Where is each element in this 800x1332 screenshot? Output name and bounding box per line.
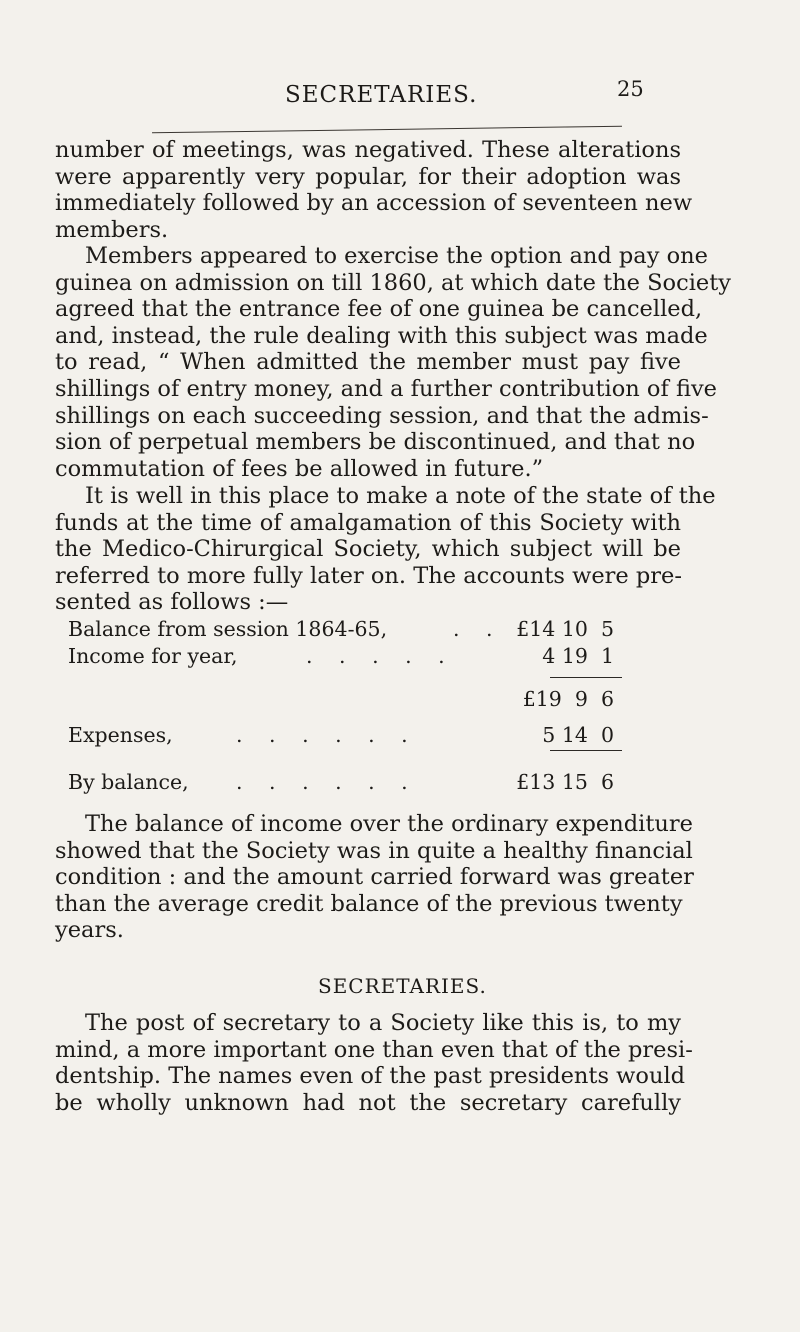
- text-line: mind, a more important one than even that of the presi-: [55, 1036, 693, 1063]
- leader-dots: . .: [453, 617, 503, 641]
- paragraph-3: [55, 483, 716, 616]
- leader-dots: . . . . . .: [236, 723, 418, 747]
- text-line: commutation of fees be allowed in future.”: [55, 455, 544, 482]
- text-line: The balance of income over the ordinary expenditure: [85, 811, 693, 837]
- text-line: and, instead, the rule dealing with this subject was made: [55, 322, 708, 349]
- paragraph-5: [55, 1010, 693, 1116]
- text-line: Members appeared to exercise the option and pay one: [85, 243, 708, 269]
- text-line: be wholly unknown had not the secretary carefully: [55, 1089, 681, 1116]
- paragraph-1: [55, 137, 693, 243]
- account-label: Income for year,: [68, 644, 238, 668]
- text-line: to read, “ When admitted the member must pay five: [55, 349, 681, 376]
- paragraph-4: [55, 811, 694, 944]
- account-amount: 4 19 1: [542, 644, 614, 668]
- account-row: [68, 617, 628, 643]
- leader-dots: . . . . .: [306, 644, 455, 668]
- account-amount: 5 14 0: [542, 723, 614, 747]
- text-line: sion of perpetual members be discontinued, and that no: [55, 429, 696, 456]
- text-line: condition : and the amount carried forward was greater: [55, 864, 694, 891]
- text-line: sented as follows :—: [55, 589, 289, 616]
- text-line: agreed that the entrance fee of one guinea be cancelled,: [55, 296, 703, 323]
- account-amount: £19 9 6: [522, 687, 614, 711]
- account-row: [68, 687, 628, 713]
- text-line: shillings on each succeeding session, and that the admis-: [55, 402, 709, 429]
- text-line: immediately followed by an accession of seventeen new: [55, 190, 693, 217]
- sum-rule: [550, 750, 622, 751]
- account-amount: £14 10 5: [516, 617, 614, 641]
- account-label: By balance,: [68, 770, 189, 794]
- header-rule: [152, 126, 622, 134]
- page-number: 25: [617, 77, 644, 101]
- text-line: were apparently very popular, for their adoption was: [55, 163, 681, 190]
- text-line: funds at the time of amalgamation of this Society with: [55, 509, 681, 536]
- account-label: Balance from session 1864-65,: [68, 617, 388, 641]
- text-line: It is well in this place to make a note of the state of the: [85, 483, 716, 509]
- text-line: the Medico-Chirurgical Society, which subject will be: [55, 536, 681, 563]
- account-amount: £13 15 6: [516, 770, 614, 794]
- account-row: [68, 770, 628, 796]
- text-line: members.: [55, 216, 169, 243]
- account-row: [68, 723, 628, 749]
- text-line: The post of secretary to a Society like this is, to my: [85, 1010, 681, 1036]
- account-label: Expenses,: [68, 723, 173, 747]
- running-head: SECRETARIES.: [285, 82, 478, 108]
- text-line: than the average credit balance of the previous twenty: [55, 890, 683, 917]
- section-heading: SECRETARIES.: [318, 974, 487, 998]
- text-line: dentship. The names even of the past presidents would: [55, 1063, 686, 1090]
- text-line: referred to more fully later on. The accounts were pre-: [55, 562, 682, 589]
- text-line: shillings of entry money, and a further contribution of five: [55, 375, 717, 402]
- text-line: number of meetings, was negatived. These alterations: [55, 137, 681, 163]
- paragraph-2: [55, 243, 731, 482]
- text-line: guinea on admission on till 1860, at which date the Society: [55, 269, 731, 296]
- sum-rule: [550, 677, 622, 678]
- text-line: showed that the Society was in quite a healthy financial: [55, 837, 693, 864]
- text-line: years.: [55, 917, 124, 944]
- account-row: [68, 644, 628, 670]
- leader-dots: . . . . . .: [236, 770, 418, 794]
